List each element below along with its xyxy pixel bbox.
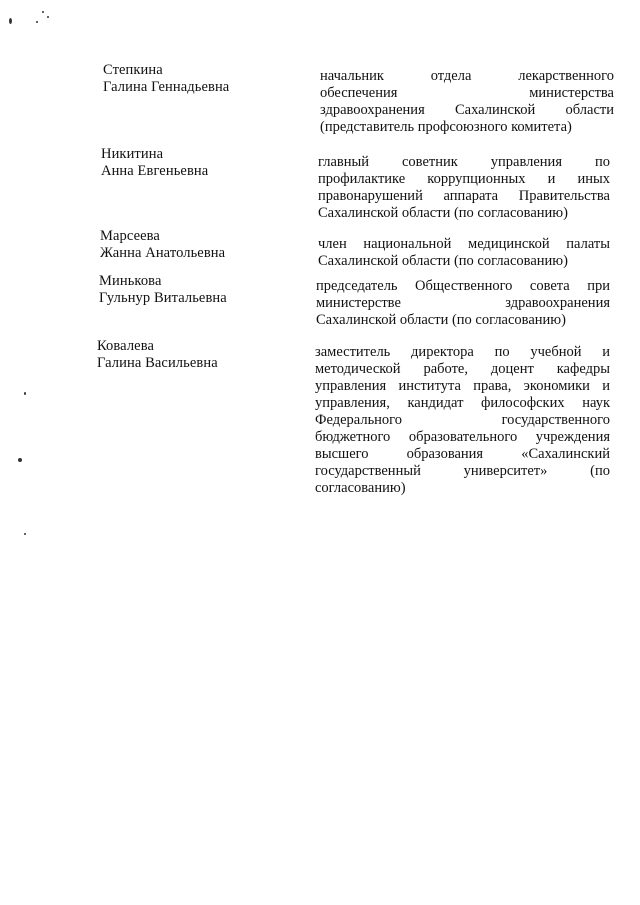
member-given-names: Галина Геннадьевна bbox=[103, 79, 230, 95]
role-line: обеспечения министерства bbox=[320, 85, 614, 101]
member-name bbox=[100, 228, 290, 262]
member-name bbox=[99, 273, 289, 307]
role-line: министерстве здравоохранения bbox=[316, 295, 610, 311]
role-line: заместитель директора по учебной и bbox=[315, 344, 610, 360]
role-line: профилактике коррупционных и иных bbox=[318, 171, 610, 187]
member-surname: Марсеева bbox=[100, 228, 160, 244]
member-role bbox=[318, 236, 610, 270]
role-line: Сахалинской области (по согласованию) bbox=[316, 312, 566, 328]
scan-speck bbox=[47, 16, 49, 18]
role-line: высшего образования «Сахалинский bbox=[315, 446, 610, 462]
role-line: Федерального государственного bbox=[315, 412, 610, 428]
role-line: методической работе, доцент кафедры bbox=[315, 361, 610, 377]
role-line: правонарушений аппарата Правительства bbox=[318, 188, 610, 204]
role-line: бюджетного образовательного учреждения bbox=[315, 429, 610, 445]
member-role bbox=[315, 344, 610, 497]
member-name bbox=[97, 338, 287, 372]
scan-speck bbox=[24, 392, 26, 395]
member-name bbox=[101, 146, 291, 180]
member-given-names: Гульнур Витальевна bbox=[99, 290, 227, 306]
scan-speck bbox=[9, 18, 12, 24]
role-line: (представитель профсоюзного комитета) bbox=[320, 119, 572, 135]
role-line: Сахалинской области (по согласованию) bbox=[318, 253, 568, 269]
member-given-names: Анна Евгеньевна bbox=[101, 163, 209, 179]
role-line: государственный университет» (по bbox=[315, 463, 610, 479]
member-name bbox=[103, 62, 293, 96]
member-surname: Никитина bbox=[101, 146, 164, 162]
member-given-names: Галина Васильевна bbox=[97, 355, 218, 371]
member-role bbox=[316, 278, 610, 329]
member-surname: Ковалева bbox=[97, 338, 154, 354]
member-surname: Минькова bbox=[99, 273, 162, 289]
role-line: Сахалинской области (по согласованию) bbox=[318, 205, 568, 221]
scan-speck bbox=[42, 11, 44, 13]
member-role bbox=[318, 154, 610, 222]
role-line: управления, кандидат философских наук bbox=[315, 395, 610, 411]
role-line: согласованию) bbox=[315, 480, 406, 496]
role-line: начальник отдела лекарственного bbox=[320, 68, 614, 84]
member-surname: Степкина bbox=[103, 62, 163, 78]
scan-speck bbox=[24, 533, 26, 535]
scan-speck bbox=[36, 21, 38, 23]
scan-speck bbox=[18, 458, 22, 462]
role-line: председатель Общественного совета при bbox=[316, 278, 610, 294]
role-line: главный советник управления по bbox=[318, 154, 610, 170]
role-line: здравоохранения Сахалинской области bbox=[320, 102, 614, 118]
member-role bbox=[320, 68, 614, 136]
role-line: член национальной медицинской палаты bbox=[318, 236, 610, 252]
role-line: управления института права, экономики и bbox=[315, 378, 610, 394]
member-given-names: Жанна Анатольевна bbox=[100, 245, 226, 261]
